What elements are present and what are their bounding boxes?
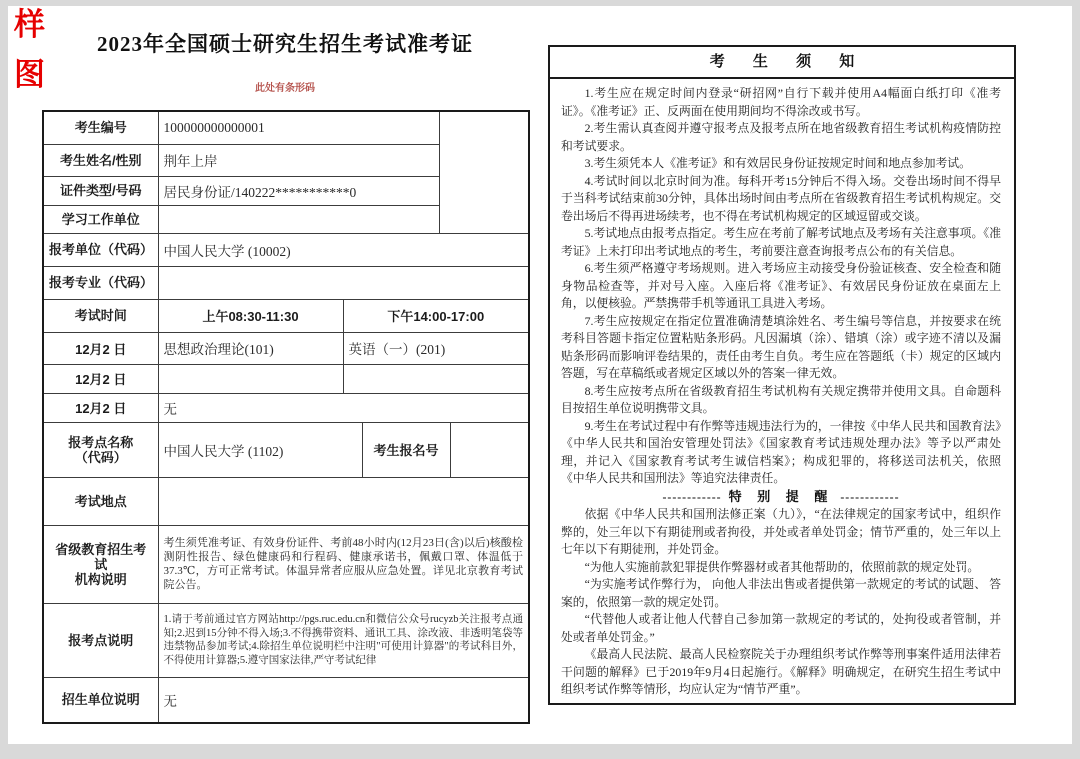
admission-ticket-page	[8, 6, 1072, 744]
day1-morning-subject: 思想政治理论(101)	[158, 332, 343, 364]
row-apply-unit	[43, 233, 529, 266]
exam-location-label: 考试地点	[43, 477, 158, 525]
row-exam-time-header	[43, 299, 529, 332]
row-site-note	[43, 603, 529, 677]
notice-item-7: 7.考生应按规定在指定位置准确清楚填涂姓名、考生编号等信息，并按要求在统考科目答题卡指定位置粘贴条形码。凡因漏填（涂）、错填（涂）或字迹不清以及漏贴条形码而影响评卷结果的，责任由考生自负。考生应在答题纸（卡）规定的区域内答题，写在草稿纸或者规定区域以外的答案一律无效。	[561, 313, 1001, 380]
ticket-left-column	[42, 6, 528, 724]
admission-unit-note-label: 招生单位说明	[43, 677, 158, 723]
row-site-name	[43, 422, 529, 477]
special-reminder-dash-left: ------------	[662, 489, 722, 504]
id-type-number-label: 证件类型/号码	[43, 176, 158, 205]
special-reminder-paragraph-5: 《最高人民法院、最高人民检察院关于办理组织考试作弊等刑事案件适用法律若干问题的解释》已于2019年9月4日起施行。《解释》明确规定，在研究生招生考试中组织考试作弊等情形，均应认定为“情节严重”。	[561, 647, 1001, 696]
special-reminder-title-text: 特 别 提 醒	[728, 488, 834, 504]
site-name-label-line1: 报考点名称	[68, 434, 134, 450]
special-reminder-dash-right: ------------	[840, 489, 900, 504]
day1-date: 12月2 日	[43, 332, 158, 364]
special-reminder-paragraph-1: 依据《中华人民共和国刑法修正案（九）》，“在法律规定的国家考试中，组织作弊的，处三年以下有期徒刑或者拘役，并处或者单处罚金；情节严重的，处三年以上七年以下有期徒刑，并处罚金。	[561, 507, 1001, 556]
sample-watermark	[14, 8, 45, 92]
page-title: 2023年全国硕士研究生招生考试准考证	[97, 32, 473, 56]
day2-afternoon-subject	[343, 364, 529, 393]
day3-date: 12月2 日	[43, 393, 158, 422]
sample-watermark-char-2: 图	[14, 57, 45, 92]
special-reminder-paragraph-3: “为实施考试作弊行为， 向他人非法出售或者提供第一款规定的考试的试题、 答案的，依照第一款的规定处罚。	[561, 577, 1001, 609]
admission-unit-note-value: 无	[158, 677, 529, 723]
candidate-notice-panel	[548, 45, 1016, 705]
name-gender-value: 荆年上岸	[158, 144, 439, 176]
apply-major-label: 报考专业（代码）	[43, 266, 158, 299]
id-type-number-value: 居民身份证/140222***********0	[158, 176, 439, 205]
afternoon-session-header: 下午14:00-17:00	[343, 299, 529, 332]
exam-location-value	[158, 477, 529, 525]
site-name-label-line2: （代码）	[74, 449, 127, 465]
notice-item-5: 5.考试地点由报考点指定。考生应在考前了解考试地点及考场有关注意事项。《准考证》上未打印出考试地点的考生，考前要注意查询报考点公布的有关信息。	[561, 226, 1001, 258]
notice-item-4: 4.考试时间以北京时间为准。每科开考15分钟后不得入场。交卷出场时间不得早于当科考试结束前30分钟，具体出场时间由考点所在省级教育招生考试机构规定。交卷出场后不得再进场续考，也不得在考试机构规定的区域逗留或交谈。	[561, 173, 1001, 223]
reg-number-value	[450, 422, 529, 477]
sample-watermark-char-1: 样	[14, 7, 45, 42]
notice-item-2: 2.考生需认真查阅并遵守报考点及报考点所在地省级教育招生考试机构疫情防控和考试要求。	[561, 121, 1001, 153]
reg-number-label: 考生报名号	[362, 422, 450, 477]
row-schedule-day3	[43, 393, 529, 422]
row-schedule-day2	[43, 364, 529, 393]
site-name-label	[43, 422, 158, 477]
barcode-placeholder-note: 此处有条形码	[255, 83, 315, 94]
study-work-unit-value	[158, 205, 439, 233]
notice-item-1: 1.考生应在规定时间内登录“研招网”自行下载并使用A4幅面白纸打印《准考证》。《准考证》正、反两面在使用期间均不得涂改或书写。	[561, 86, 1001, 118]
apply-unit-value: 中国人民大学 (10002)	[158, 233, 529, 266]
photo-box	[439, 111, 529, 233]
day2-date: 12月2 日	[43, 364, 158, 393]
day1-afternoon-subject: 英语（一）(201)	[343, 332, 529, 364]
provincial-note-label	[43, 525, 158, 603]
notice-title: 考 生 须 知	[550, 47, 1014, 79]
notice-item-8: 8.考生应按考点所在省级教育招生考试机构有关规定携带并使用文具。自命题科目按招生单位说明携带文具。	[561, 383, 1001, 415]
special-reminder-paragraph-4: “代替他人或者让他人代替自己参加第一款规定的考试的，处拘役或者管制，并处或者单处罚金。”	[561, 612, 1001, 644]
notice-item-3: 3.考生须凭本人《准考证》和有效居民身份证按规定时间和地点参加考试。	[584, 156, 971, 170]
site-note-value: 1.请于考前通过官方网站http://pgs.ruc.edu.cn和微信公众号rucyzb关注报考点通知;2.迟到15分钟不得入场;3.不得携带资料、通讯工具、涂改液、非透明笔袋等违禁物品参加考试;4.除招生单位说明栏中注明"可使用计算器"的考试科目外，不得使用计算器;5.遵守国家法律,严守考试纪律	[158, 603, 529, 677]
ticket-info-table	[42, 110, 530, 724]
row-apply-major	[43, 266, 529, 299]
exam-time-label: 考试时间	[43, 299, 158, 332]
site-note-label: 报考点说明	[43, 603, 158, 677]
provincial-note-label-line1: 省级教育招生考试	[55, 541, 147, 572]
study-work-unit-label: 学习工作单位	[43, 205, 158, 233]
notice-item-9: 9.考生在考试过程中有作弊等违规违法行为的，一律按《中华人民共和国教育法》《中华人民共和国治安管理处罚法》《国家教育考试违规处理办法》等予以严肃处理，并记入《国家教育考试考生诚信档案》；构成犯罪的，将移送司法机关，依照《中华人民共和国刑法》等追究法律责任。	[561, 418, 1001, 485]
row-exam-location	[43, 477, 529, 525]
row-admission-unit-note	[43, 677, 529, 723]
provincial-note-value: 考生须凭准考证、有效身份证件、考前48小时内(12月23日(含)以后)核酸检测阴性报告、绿色健康码和行程码、健康承诺书，佩戴口罩、体温低于37.3℃，方可正常考试。体温异常者应服从应急处置。详见北京教育考试院公告。	[158, 525, 529, 603]
row-exam-number	[43, 111, 529, 144]
name-gender-label: 考生姓名/性别	[43, 144, 158, 176]
row-schedule-day1	[43, 332, 529, 364]
exam-number-value: 100000000000001	[158, 111, 439, 144]
morning-session-header: 上午08:30-11:30	[158, 299, 343, 332]
provincial-note-label-line2: 机构说明	[74, 571, 127, 587]
special-reminder-paragraph-2: “为他人实施前款犯罪提供作弊器材或者其他帮助的，依照前款的规定处罚。	[584, 559, 980, 574]
notice-body	[550, 79, 1014, 703]
apply-unit-label: 报考单位（代码）	[43, 233, 158, 266]
row-provincial-note	[43, 525, 529, 603]
apply-major-value	[158, 266, 529, 299]
site-name-value: 中国人民大学 (1102)	[158, 422, 362, 477]
notice-item-6: 6.考生须严格遵守考场规则。进入考场应主动接受身份验证核查、安全检查和随身物品检查等，并对号入座。入座后将《准考证》、有效居民身份证放在桌面左上角，以便核验。严禁携带手机等通讯工具进入考场。	[561, 261, 1001, 310]
day2-morning-subject	[158, 364, 343, 393]
special-reminder-title	[561, 488, 1001, 507]
day3-subject: 无	[158, 393, 529, 422]
exam-number-label: 考生编号	[43, 111, 158, 144]
